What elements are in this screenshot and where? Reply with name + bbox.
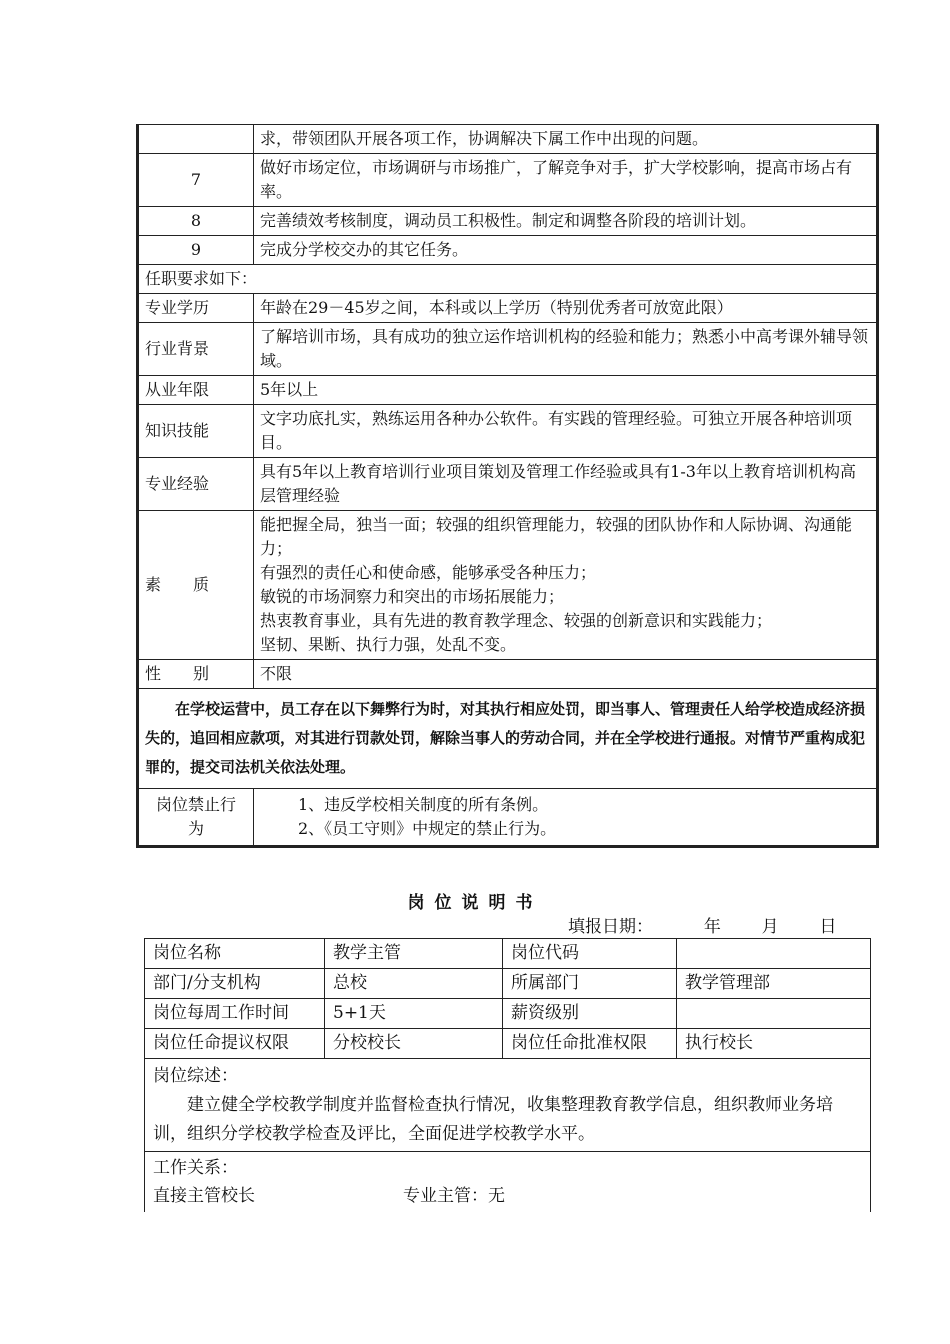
relations-cell bbox=[145, 1152, 871, 1213]
gender-label: 性 别 bbox=[138, 660, 254, 689]
requirement-row bbox=[138, 458, 878, 511]
duty-row bbox=[138, 207, 878, 236]
relations-line bbox=[153, 1182, 862, 1210]
direct-supervisor: 直接主管校长 bbox=[153, 1186, 255, 1206]
info-cell: 部门/分支机构 bbox=[145, 969, 325, 999]
info-cell: 5+1天 bbox=[325, 999, 503, 1029]
penalty-notice-row bbox=[138, 689, 878, 789]
fill-date bbox=[568, 912, 836, 937]
info-row bbox=[145, 939, 871, 969]
duty-num: 7 bbox=[138, 154, 254, 207]
prohibited-row bbox=[138, 789, 878, 847]
requirement-row bbox=[138, 294, 878, 323]
relations-label: 工作关系： bbox=[153, 1158, 238, 1178]
requirement-label: 知识技能 bbox=[138, 405, 254, 458]
summary-text: 建立健全学校教学制度并监督检查执行情况，收集整理教育教学信息，组织教师业务培训，组织分学校教学检查及评比，全面促进学校教学水平。 bbox=[153, 1095, 833, 1144]
requirement-value: 具有5年以上教育培训行业项目策划及管理工作经验或具有1-3年以上教育培训机构高层管理经验 bbox=[254, 458, 878, 511]
prohibited-item: 2、《员工守则》中规定的禁止行为。 bbox=[298, 819, 557, 838]
info-cell: 岗位任命批准权限 bbox=[503, 1029, 677, 1059]
info-cell bbox=[677, 999, 871, 1029]
page-title: 岗位说明书 bbox=[407, 893, 543, 913]
info-cell: 岗位每周工作时间 bbox=[145, 999, 325, 1029]
requirement-value: 5年以上 bbox=[254, 376, 878, 405]
requirements-heading: 任职要求如下： bbox=[138, 265, 878, 294]
prohibited-label: 岗位禁止行为 bbox=[138, 789, 254, 847]
summary-cell bbox=[145, 1059, 871, 1152]
info-cell: 执行校长 bbox=[677, 1029, 871, 1059]
gender-value: 不限 bbox=[254, 660, 878, 689]
quality-row bbox=[138, 511, 878, 660]
prohibited-item: 1、违反学校相关制度的所有条例。 bbox=[298, 795, 549, 814]
quality-line: 坚韧、果断、执行力强，处乱不变。 bbox=[260, 635, 517, 654]
info-cell: 教学主管 bbox=[325, 939, 503, 969]
job-description-table bbox=[144, 938, 871, 1212]
duty-text: 完善绩效考核制度，调动员工积极性。制定和调整各阶段的培训计划。 bbox=[254, 207, 878, 236]
duty-num-empty bbox=[138, 125, 254, 154]
quality-line: 能把握全局，独当一面；较强的组织管理能力，较强的团队协作和人际协调、沟通能力； bbox=[260, 515, 853, 558]
info-row bbox=[145, 999, 871, 1029]
info-cell: 岗位任命提议权限 bbox=[145, 1029, 325, 1059]
info-row bbox=[145, 1029, 871, 1059]
requirement-label: 行业背景 bbox=[138, 323, 254, 376]
info-cell: 薪资级别 bbox=[503, 999, 677, 1029]
quality-lines bbox=[254, 511, 878, 660]
penalty-notice: 在学校运营中，员工存在以下舞弊行为时，对其执行相应处罚，即当事人、管理责任人给学校造成经济损失的，追回相应款项，对其进行罚款处罚，解除当事人的劳动合同，并在全学校进行通报。对情节严重构成犯罪的，提交司法机关依法处理。 bbox=[138, 689, 878, 789]
duty-row-continued bbox=[138, 125, 878, 154]
quality-label: 素 质 bbox=[138, 511, 254, 660]
quality-line: 有强烈的责任心和使命感，能够承受各种压力； bbox=[260, 563, 597, 582]
info-cell: 分校校长 bbox=[325, 1029, 503, 1059]
info-cell: 岗位名称 bbox=[145, 939, 325, 969]
duties-requirements-table bbox=[136, 124, 879, 848]
summary-label: 岗位综述： bbox=[153, 1066, 238, 1086]
info-row bbox=[145, 969, 871, 999]
duty-text: 完成分学校交办的其它任务。 bbox=[254, 236, 878, 265]
relations-row bbox=[145, 1152, 871, 1213]
requirement-row bbox=[138, 376, 878, 405]
requirements-heading-row bbox=[138, 265, 878, 294]
info-cell: 岗位代码 bbox=[503, 939, 677, 969]
requirement-value: 了解培训市场，具有成功的独立运作培训机构的经验和能力；熟悉小中高考课外辅导领域。 bbox=[254, 323, 878, 376]
requirement-label: 专业经验 bbox=[138, 458, 254, 511]
duty-num: 9 bbox=[138, 236, 254, 265]
requirement-value: 年龄在29－45岁之间，本科或以上学历（特别优秀者可放宽此限） bbox=[254, 294, 878, 323]
gender-row bbox=[138, 660, 878, 689]
info-cell: 教学管理部 bbox=[677, 969, 871, 999]
requirement-label: 专业学历 bbox=[138, 294, 254, 323]
date-year: 年 bbox=[703, 917, 721, 937]
quality-line: 敏锐的市场洞察力和突出的市场拓展能力； bbox=[260, 587, 565, 606]
info-cell bbox=[677, 939, 871, 969]
info-cell: 所属部门 bbox=[503, 969, 677, 999]
requirement-label: 从业年限 bbox=[138, 376, 254, 405]
info-cell: 总校 bbox=[325, 969, 503, 999]
summary-row bbox=[145, 1059, 871, 1152]
duty-row bbox=[138, 154, 878, 207]
date-label: 填报日期： bbox=[568, 917, 653, 937]
duty-text: 做好市场定位，市场调研与市场推广，了解竞争对手，扩大学校影响，提高市场占有率。 bbox=[254, 154, 878, 207]
professional-supervisor: 专业主管：无 bbox=[403, 1186, 505, 1206]
requirement-value: 文字功底扎实，熟练运用各种办公软件。有实践的管理经验。可独立开展各种培训项目。 bbox=[254, 405, 878, 458]
date-day: 日 bbox=[819, 917, 837, 937]
duty-text: 求，带领团队开展各项工作，协调解决下属工作中出现的问题。 bbox=[254, 125, 878, 154]
prohibited-items bbox=[254, 789, 878, 847]
duty-num: 8 bbox=[138, 207, 254, 236]
date-month: 月 bbox=[761, 917, 779, 937]
quality-line: 热衷教育事业，具有先进的教育教学理念、较强的创新意识和实践能力； bbox=[260, 611, 773, 630]
requirement-row bbox=[138, 405, 878, 458]
requirement-row bbox=[138, 323, 878, 376]
duty-row bbox=[138, 236, 878, 265]
